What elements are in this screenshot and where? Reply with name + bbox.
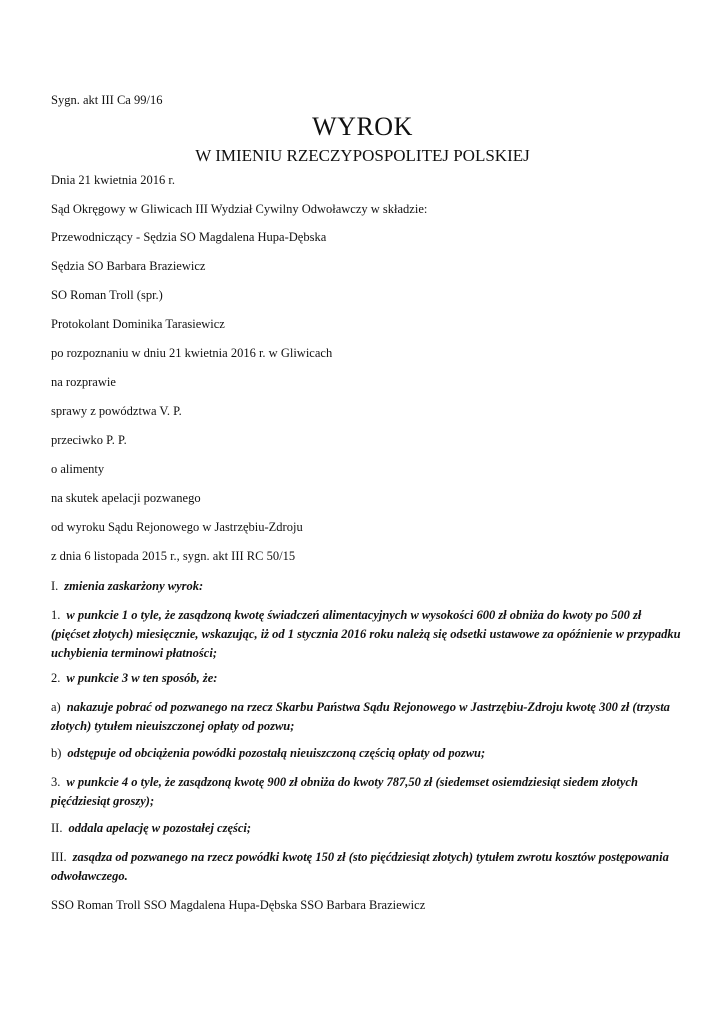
ruling-item	[51, 606, 681, 663]
ruling-item	[51, 669, 681, 688]
ruling-item-label: II.	[51, 821, 63, 835]
ruling-item-label: b)	[51, 746, 62, 760]
ruling-item	[51, 773, 681, 811]
session-type: na rozprawie	[51, 375, 116, 389]
court-clerk: Protokolant Dominika Tarasiewicz	[51, 317, 225, 331]
ruling-item-label: 3.	[51, 775, 61, 789]
ruling-item-text: zmienia zaskarżony wyrok:	[64, 579, 204, 593]
ruling-item-label: 1.	[51, 608, 61, 622]
judgment-date: Dnia 21 kwietnia 2016 r.	[51, 173, 175, 187]
document-subtitle: W IMIENIU RZECZYPOSPOLITEJ POLSKIEJ	[195, 146, 530, 165]
ruling-item	[51, 848, 681, 886]
ruling-item-label: a)	[51, 700, 61, 714]
ruling-item	[51, 744, 681, 763]
ruling-item-text: w punkcie 3 w ten sposób, że:	[66, 671, 218, 685]
ruling-item	[51, 577, 681, 596]
ruling-item-text: w punkcie 4 o tyle, że zasądzoną kwotę 900 zł obniża do kwoty 787,50 zł (siedemset osiemdziesiąt siedem złotych pięćdziesiąt groszy);	[51, 775, 638, 808]
ruling-item-text: odstępuje od obciążenia powódki pozostałą nieuiszczoną częścią opłaty od pozwu;	[67, 746, 486, 760]
judge-signatures: SSO Roman Troll SSO Magdalena Hupa-Dębska SSO Barbara Braziewicz	[51, 898, 426, 912]
appeal-info: na skutek apelacji pozwanego	[51, 491, 201, 505]
lower-court-date: z dnia 6 listopada 2015 r., sygn. akt III RC 50/15	[51, 549, 296, 563]
judge-1: Sędzia SO Barbara Braziewicz	[51, 259, 206, 273]
ruling-item-text: oddala apelację w pozostałej części;	[68, 821, 252, 835]
case-signature: Sygn. akt III Ca 99/16	[51, 93, 163, 107]
judge-2: SO Roman Troll (spr.)	[51, 288, 163, 302]
plaintiff: sprawy z powództwa V. P.	[51, 404, 182, 418]
court-name: Sąd Okręgowy w Gliwicach III Wydział Cywilny Odwoławczy w składzie:	[51, 202, 428, 216]
ruling-item	[51, 698, 681, 736]
ruling-item-text: zasądza od pozwanego na rzecz powódki kwotę 150 zł (sto pięćdziesiąt złotych) tytułem zwrotu kosztów postępowania odwoławczego.	[51, 850, 669, 883]
ruling-item-text: w punkcie 1 o tyle, że zasądzoną kwotę świadczeń alimentacyjnych w wysokości 600 zł obniża do kwoty po 500 zł (pięćset złotych) miesięcznie, wskazując, iż od 1 stycznia 2016 roku należą się odsetki ustawowe za opóźnienie w przypadku uchybienia terminowi płatności;	[51, 608, 681, 660]
lower-court: od wyroku Sądu Rejonowego w Jastrzębiu-Zdroju	[51, 520, 303, 534]
ruling-item-label: 2.	[51, 671, 61, 685]
ruling-item-text: nakazuje pobrać od pozwanego na rzecz Skarbu Państwa Sądu Rejonowego w Jastrzębiu-Zdroju kwotę 300 zł (trzysta złotych) tytułem nieuiszczonej opłaty od pozwu;	[51, 700, 670, 733]
ruling-item-label: III.	[51, 850, 67, 864]
ruling-item	[51, 819, 681, 838]
document-title: WYROK	[312, 112, 413, 141]
ruling-item-label: I.	[51, 579, 59, 593]
defendant: przeciwko P. P.	[51, 433, 127, 447]
hearing-info: po rozpoznaniu w dniu 21 kwietnia 2016 r. w Gliwicach	[51, 346, 333, 360]
case-subject: o alimenty	[51, 462, 105, 476]
presiding-judge: Przewodniczący - Sędzia SO Magdalena Hupa-Dębska	[51, 230, 327, 244]
